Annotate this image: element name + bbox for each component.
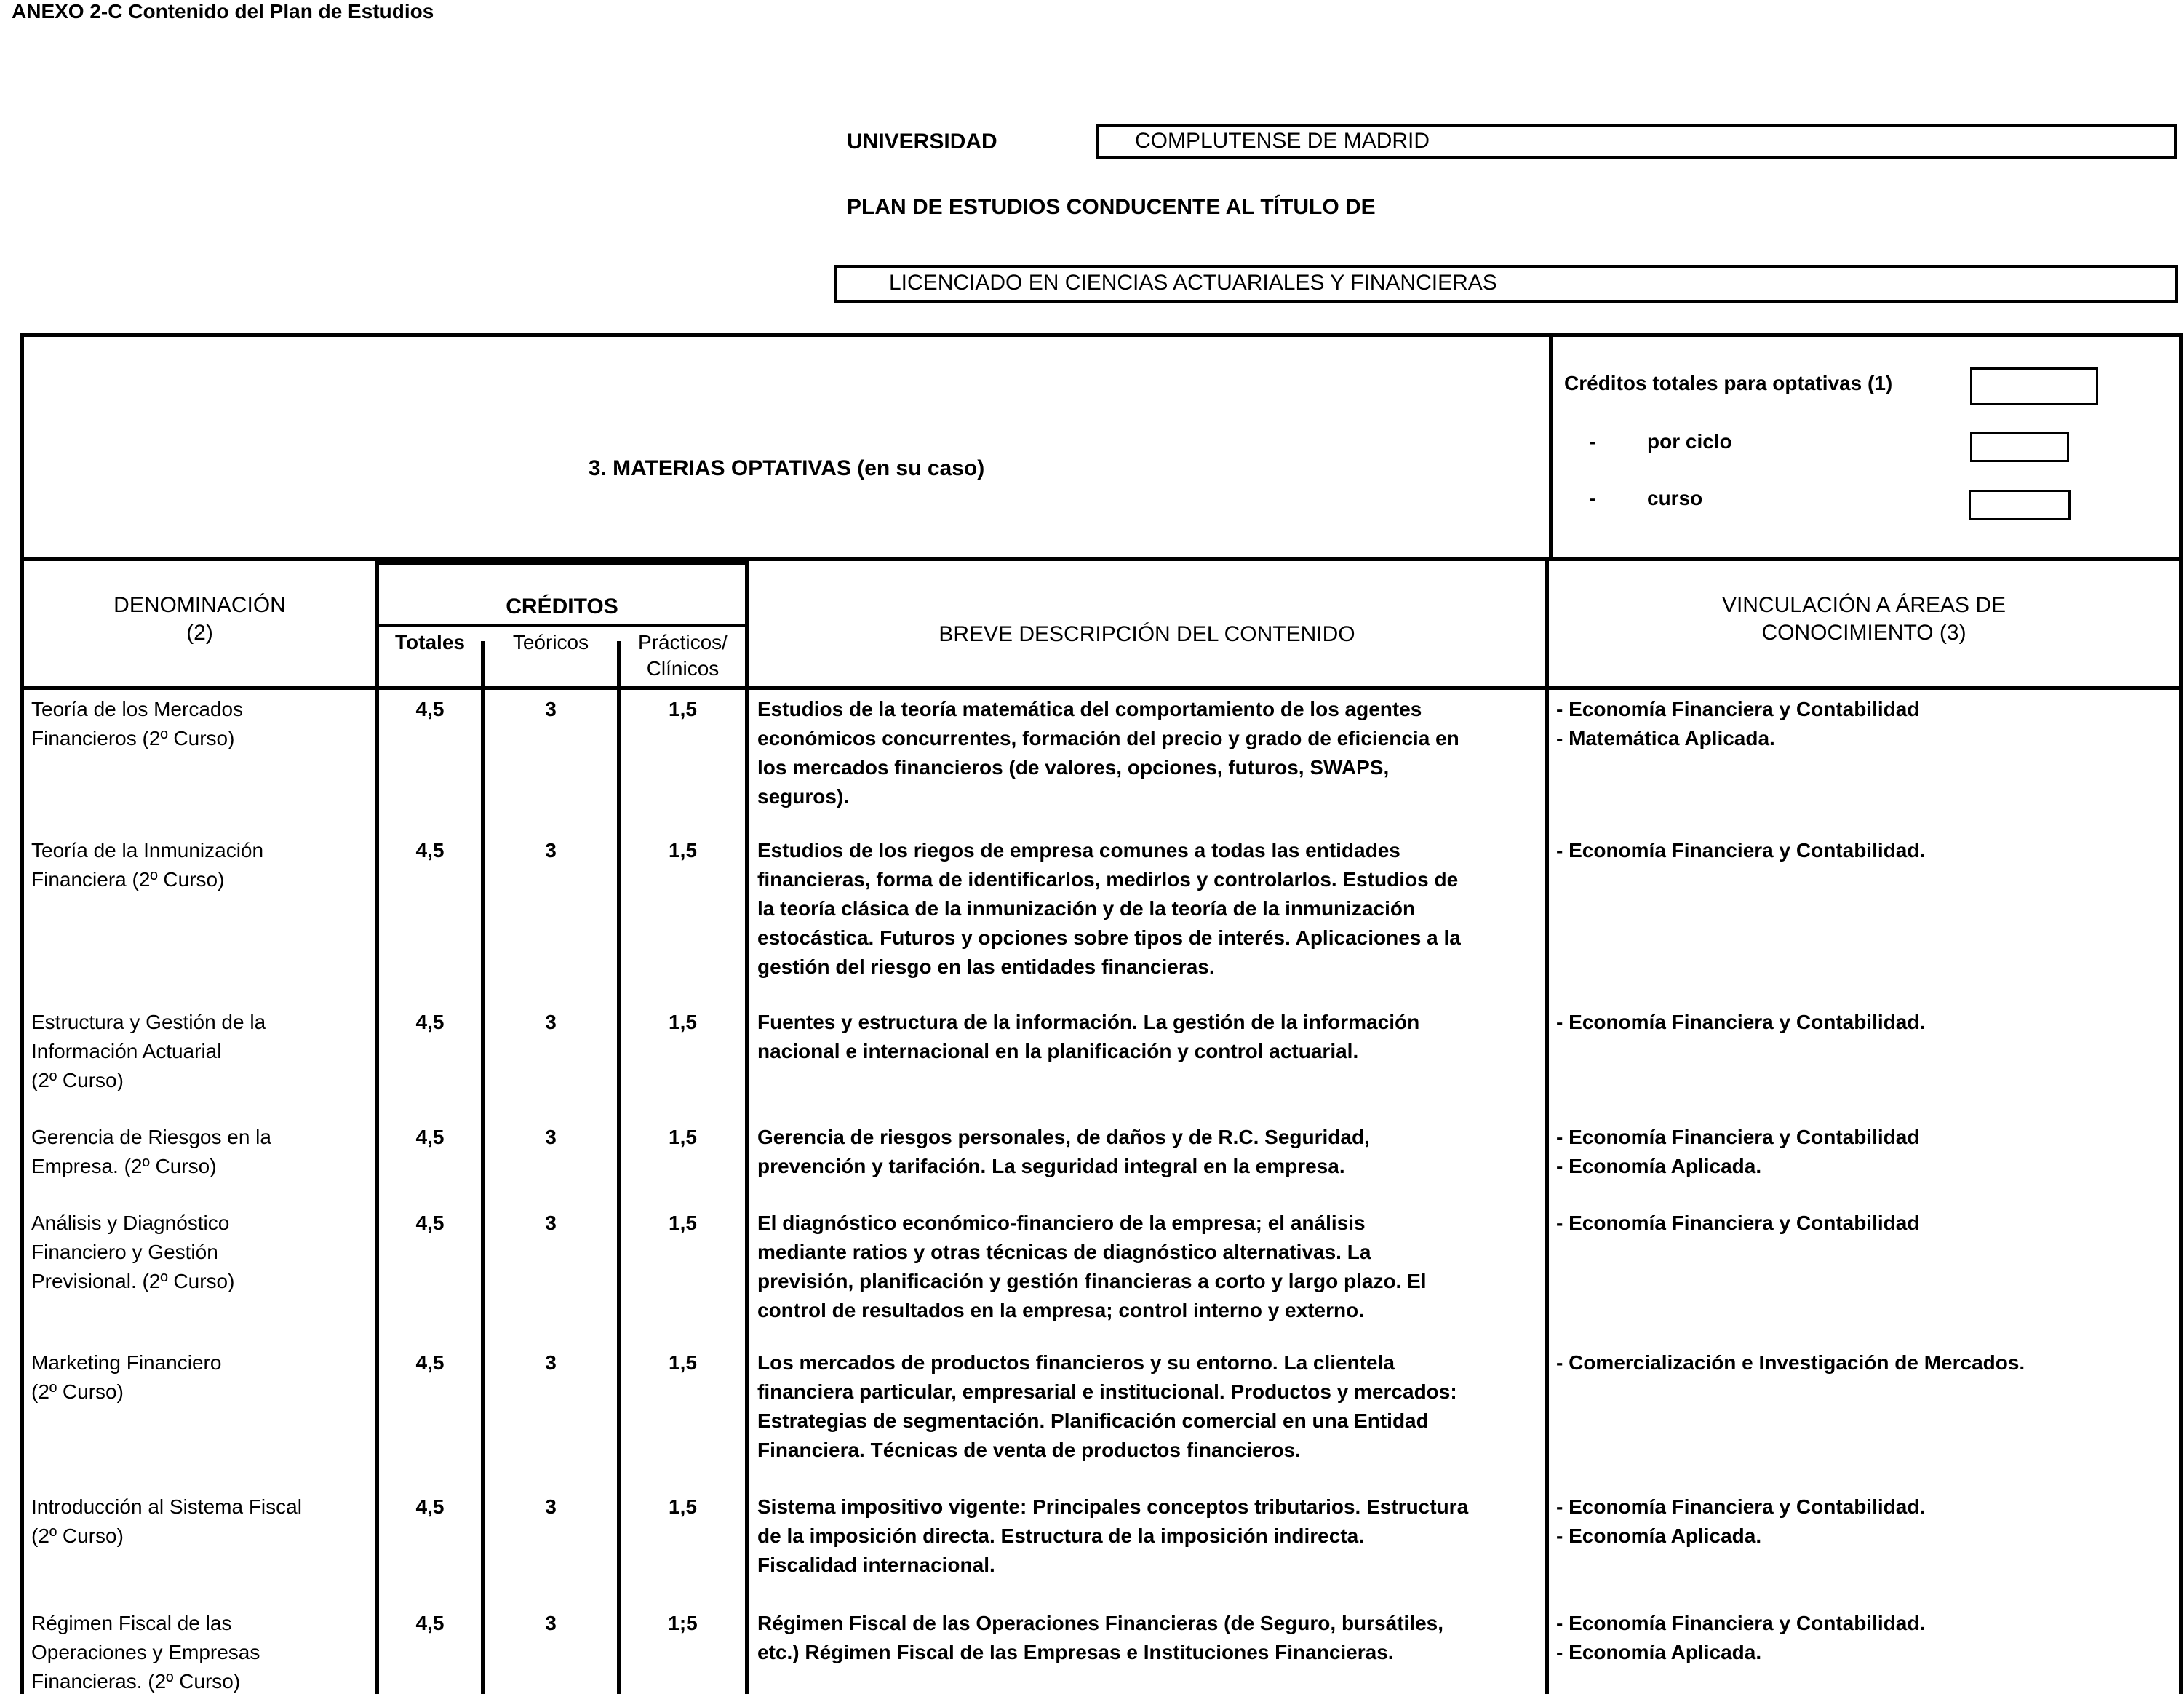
row-teoricos: 3 — [545, 1126, 557, 1148]
row-description-line: Sistema impositivo vigente: Principales conceptos tributarios. Estructura — [757, 1495, 1469, 1518]
row-description — [757, 836, 1543, 982]
row-name — [31, 695, 373, 753]
vinculacion-header — [1549, 592, 2179, 647]
row-practicos: 1,5 — [669, 1495, 697, 1518]
row-description — [757, 1209, 1543, 1325]
row-name-line: Financiera (2º Curso) — [31, 868, 225, 891]
denominacion-header — [24, 592, 375, 647]
row-description-line: los mercados financieros (de valores, opciones, futuros, SWAPS, — [757, 756, 1390, 779]
row-areas-line: - Economía Financiera y Contabilidad — [1556, 698, 1920, 720]
row-areas-line: - Comercialización e Investigación de Mercados. — [1556, 1351, 2025, 1374]
col-line — [617, 641, 621, 1694]
row-description-line: financiera particular, empresarial e institucional. Productos y mercados: — [757, 1380, 1457, 1403]
row-practicos: 1;5 — [668, 1612, 698, 1634]
col-line — [745, 561, 749, 1694]
descripcion-header: BREVE DESCRIPCIÓN DEL CONTENIDO — [938, 622, 1355, 646]
row-description-line: etc.) Régimen Fiscal de las Empresas e Instituciones Financieras. — [757, 1641, 1394, 1663]
row-name-line: Marketing Financiero — [31, 1351, 222, 1374]
universidad-label: UNIVERSIDAD — [847, 130, 997, 154]
row-areas-line: - Economía Aplicada. — [1556, 1641, 1762, 1663]
header-line — [24, 686, 2179, 690]
row-name — [31, 1008, 373, 1095]
row-description — [757, 1008, 1543, 1066]
row-practicos: 1,5 — [669, 1011, 697, 1033]
row-description-line: Régimen Fiscal de las Operaciones Financieras (de Seguro, bursátiles, — [757, 1612, 1444, 1634]
row-teoricos: 3 — [545, 1612, 557, 1634]
row-description-line: Estudios de la teoría matemática del comportamiento de los agentes — [757, 698, 1422, 720]
row-description — [757, 695, 1543, 811]
row-description-line: económicos concurrentes, formación del precio y grado de eficiencia en — [757, 727, 1459, 749]
row-areas — [1556, 1609, 2175, 1667]
row-areas-line: - Economía Financiera y Contabilidad — [1556, 1212, 1920, 1234]
annex-title: ANEXO 2-C Contenido del Plan de Estudios — [12, 0, 434, 23]
row-name-line: Régimen Fiscal de las — [31, 1612, 232, 1634]
row-name — [31, 836, 373, 894]
row-name-line: Operaciones y Empresas — [31, 1641, 260, 1663]
row-description-line: la teoría clásica de la inmunización y de la teoría de la inmunización — [757, 897, 1416, 920]
row-areas-line: - Economía Aplicada. — [1556, 1524, 1762, 1547]
row-description-line: estocástica. Futuros y opciones sobre tipos de interés. Aplicaciones a la — [757, 926, 1461, 949]
row-teoricos: 3 — [545, 1351, 557, 1374]
row-name-line: (2º Curso) — [31, 1524, 124, 1547]
credit-curso-dash: - — [1589, 487, 1596, 509]
row-description-line: Fiscalidad internacional. — [757, 1554, 995, 1576]
row-areas — [1556, 836, 2175, 865]
row-description-line: seguros). — [757, 785, 850, 808]
row-totales: 4,5 — [415, 839, 445, 862]
row-name-line: Previsional. (2º Curso) — [31, 1270, 235, 1292]
row-totales: 4,5 — [415, 1011, 445, 1033]
row-areas — [1556, 1209, 2175, 1238]
row-description-line: previsión, planificación y gestión financieras a corto y largo plazo. El — [757, 1270, 1427, 1292]
header-line — [375, 624, 749, 627]
row-practicos: 1,5 — [669, 839, 697, 862]
row-name-line: Información Actuarial — [31, 1040, 222, 1062]
row-name-line: Financieros (2º Curso) — [31, 727, 235, 749]
row-description-line: Fuentes y estructura de la información. La gestión de la información — [757, 1011, 1420, 1033]
row-name-line: Empresa. (2º Curso) — [31, 1155, 217, 1177]
vinculacion-label: VINCULACIÓN A ÁREAS DE — [1721, 593, 2006, 617]
col-line — [1545, 561, 1549, 1694]
row-name — [31, 1609, 373, 1694]
row-areas — [1556, 1348, 2175, 1377]
universidad-value: COMPLUTENSE DE MADRID — [1135, 129, 1430, 153]
teoricos-header: Teóricos — [512, 631, 589, 653]
row-description-line: control de resultados en la empresa; control interno y externo. — [757, 1299, 1364, 1321]
plan-title: PLAN DE ESTUDIOS CONDUCENTE AL TÍTULO DE — [847, 195, 1376, 219]
row-practicos: 1,5 — [669, 698, 697, 720]
row-totales: 4,5 — [415, 1612, 445, 1634]
credit-ciclo-dash: - — [1589, 430, 1596, 453]
practicos-header — [621, 629, 745, 682]
row-description-line: nacional e internacional en la planificación y control actuarial. — [757, 1040, 1359, 1062]
row-areas-line: - Economía Financiera y Contabilidad — [1556, 1126, 1920, 1148]
clinicos-label: Clínicos — [646, 657, 720, 680]
creditos-header: CRÉDITOS — [506, 595, 618, 619]
row-totales: 4,5 — [415, 1212, 445, 1234]
row-description — [757, 1348, 1543, 1465]
row-totales: 4,5 — [415, 698, 445, 720]
titulo-value-box — [834, 265, 2178, 303]
row-totales: 4,5 — [415, 1351, 445, 1374]
credit-total-label: Créditos totales para optativas (1) — [1564, 372, 1893, 394]
row-name-line: Estructura y Gestión de la — [31, 1011, 266, 1033]
row-description-line: gestión del riesgo en las entidades financieras. — [757, 955, 1215, 978]
row-name-line: (2º Curso) — [31, 1069, 124, 1091]
denominacion-label: DENOMINACIÓN — [113, 593, 286, 617]
row-name-line: Introducción al Sistema Fiscal — [31, 1495, 302, 1518]
row-description-line: Estrategias de segmentación. Planificación comercial en una Entidad — [757, 1409, 1429, 1432]
row-areas — [1556, 1123, 2175, 1181]
row-name — [31, 1123, 373, 1181]
conocimiento-label: CONOCIMIENTO (3) — [1761, 621, 1966, 645]
row-name-line: Financiero y Gestión — [31, 1241, 218, 1263]
header-line — [375, 561, 749, 565]
row-totales: 4,5 — [415, 1126, 445, 1148]
row-name — [31, 1348, 373, 1407]
row-description-line: de la imposición directa. Estructura de la imposición indirecta. — [757, 1524, 1364, 1547]
row-description-line: El diagnóstico económico-financiero de la empresa; el análisis — [757, 1212, 1366, 1234]
row-teoricos: 3 — [545, 1495, 557, 1518]
titulo-value: LICENCIADO EN CIENCIAS ACTUARIALES Y FINANCIERAS — [889, 271, 1497, 295]
denominacion-ref: (2) — [186, 621, 213, 645]
row-description-line: Estudios de los riegos de empresa comunes a todas las entidades — [757, 839, 1400, 862]
credit-total-box — [1970, 367, 2098, 405]
row-name-line: Análisis y Diagnóstico — [31, 1212, 230, 1234]
totales-header: Totales — [395, 631, 465, 653]
row-areas — [1556, 1492, 2175, 1551]
row-description-line: Financiera. Técnicas de venta de productos financieros. — [757, 1439, 1301, 1461]
credit-curso-label: curso — [1647, 487, 1703, 509]
row-practicos: 1,5 — [669, 1212, 697, 1234]
row-description-line: mediante ratios y otras técnicas de diagnóstico alternativas. La — [757, 1241, 1371, 1263]
section-title: 3. MATERIAS OPTATIVAS (en su caso) — [588, 456, 985, 480]
row-areas-line: - Economía Financiera y Contabilidad. — [1556, 1612, 1926, 1634]
col-line — [481, 641, 485, 1694]
row-teoricos: 3 — [545, 839, 557, 862]
row-name-line: Teoría de la Inmunización — [31, 839, 264, 862]
row-description — [757, 1123, 1543, 1181]
row-areas-line: - Economía Financiera y Contabilidad. — [1556, 1011, 1926, 1033]
row-name-line: (2º Curso) — [31, 1380, 124, 1403]
credit-panel — [1549, 337, 2184, 561]
universidad-value-box — [1096, 124, 2177, 159]
row-areas-line: - Economía Financiera y Contabilidad. — [1556, 1495, 1926, 1518]
row-name-line: Teoría de los Mercados — [31, 698, 244, 720]
optativas-table — [20, 557, 2183, 1694]
row-name — [31, 1492, 373, 1551]
row-areas — [1556, 1008, 2175, 1037]
row-description — [757, 1609, 1543, 1667]
credit-ciclo-label: por ciclo — [1647, 430, 1732, 453]
practicos-label: Prácticos/ — [638, 631, 728, 653]
row-name — [31, 1209, 373, 1296]
row-areas-line: - Economía Financiera y Contabilidad. — [1556, 839, 1926, 862]
row-teoricos: 3 — [545, 698, 557, 720]
row-areas — [1556, 695, 2175, 753]
row-practicos: 1,5 — [669, 1126, 697, 1148]
row-areas-line: - Matemática Aplicada. — [1556, 727, 1775, 749]
credit-curso-box — [1969, 490, 2071, 520]
row-practicos: 1,5 — [669, 1351, 697, 1374]
row-totales: 4,5 — [415, 1495, 445, 1518]
credit-ciclo-box — [1970, 432, 2069, 462]
row-teoricos: 3 — [545, 1212, 557, 1234]
row-areas-line: - Economía Aplicada. — [1556, 1155, 1762, 1177]
row-description — [757, 1492, 1543, 1580]
row-name-line: Gerencia de Riesgos en la — [31, 1126, 271, 1148]
row-name-line: Financieras. (2º Curso) — [31, 1670, 241, 1693]
row-description-line: financieras, forma de identificarlos, medirlos y controlarlos. Estudios de — [757, 868, 1459, 891]
row-description-line: Gerencia de riesgos personales, de daños y de R.C. Seguridad, — [757, 1126, 1370, 1148]
row-description-line: Los mercados de productos financieros y su entorno. La clientela — [757, 1351, 1395, 1374]
optativas-header — [20, 333, 2183, 560]
row-description-line: prevención y tarifación. La seguridad integral en la empresa. — [757, 1155, 1345, 1177]
row-teoricos: 3 — [545, 1011, 557, 1033]
